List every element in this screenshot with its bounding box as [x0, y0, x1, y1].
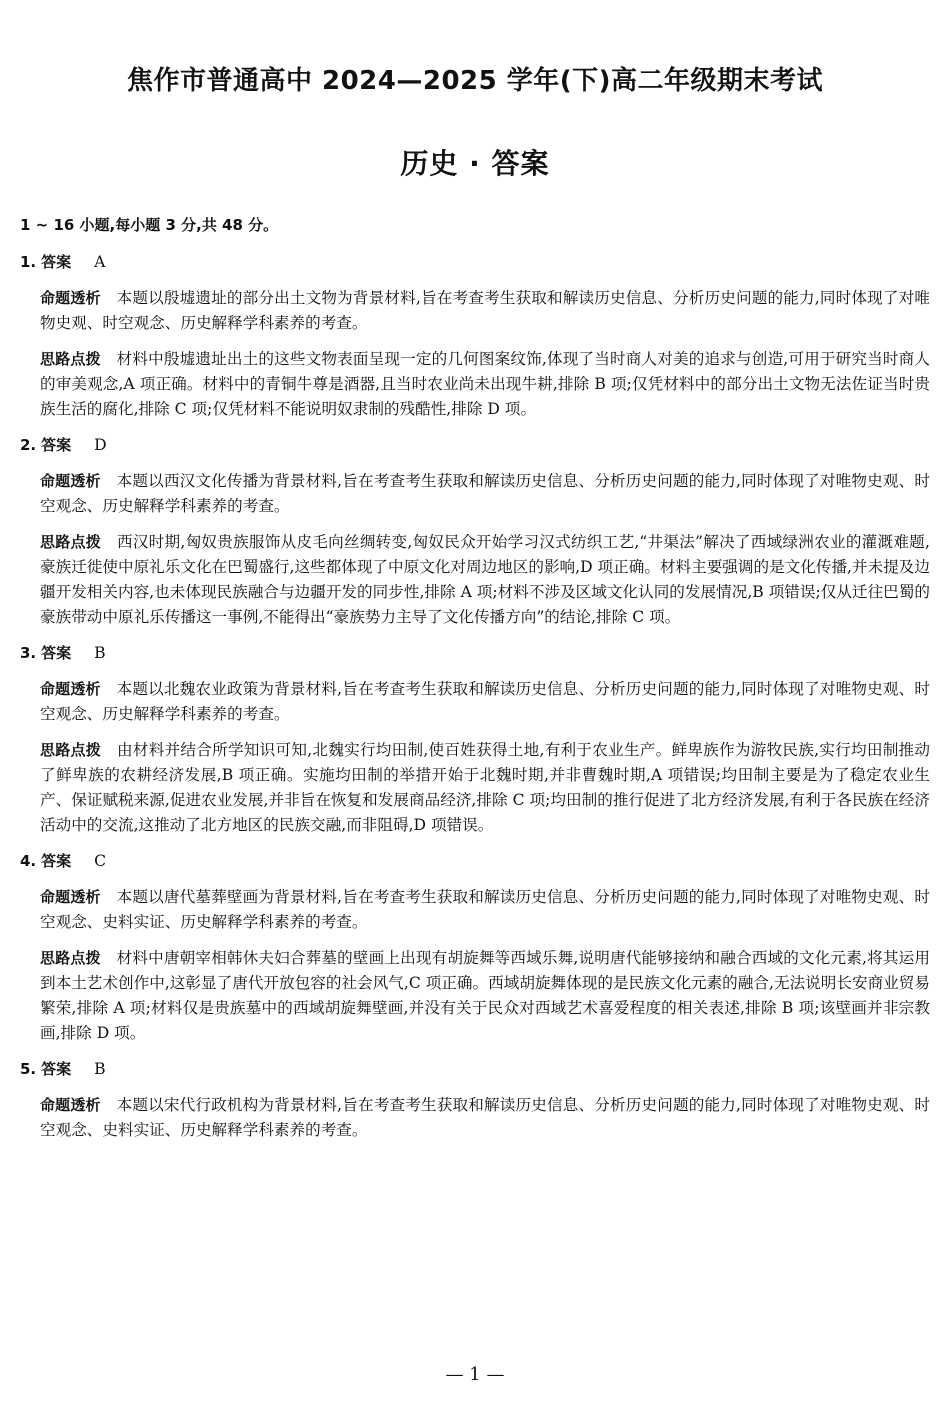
analysis-label: 命题透析 — [40, 289, 101, 307]
question-5 — [20, 1057, 930, 1143]
question-3 — [20, 641, 930, 838]
answer-line — [20, 250, 930, 275]
analysis-text: 本题以西汉文化传播为背景材料,旨在考查考生获取和解读历史信息、分析历史问题的能力,同时体现了对唯物史观、时空观念、历史解释学科素养的考查。 — [40, 472, 930, 515]
analysis-label: 命题透析 — [40, 472, 101, 490]
hint-label: 思路点拨 — [40, 741, 102, 759]
question-2 — [20, 433, 930, 630]
page-number: — 1 — — [445, 1364, 505, 1385]
answer-letter: B — [94, 1060, 106, 1078]
analysis-text: 本题以殷墟遗址的部分出土文物为背景材料,旨在考查考生获取和解读历史信息、分析历史问题的能力,同时体现了对唯物史观、时空观念、历史解释学科素养的考查。 — [40, 289, 930, 332]
hint-label: 思路点拨 — [40, 533, 101, 551]
hint-paragraph — [20, 347, 930, 422]
hint-label: 思路点拨 — [40, 949, 101, 967]
answer-letter: A — [94, 253, 106, 271]
analysis-paragraph — [20, 677, 930, 727]
hint-paragraph — [20, 530, 930, 630]
scoring-intro: 1 ~ 16 小题,每小题 3 分,共 48 分。 — [20, 216, 279, 234]
page-title: 焦作市普通高中 2024—2025 学年(下)高二年级期末考试 — [126, 66, 824, 96]
hint-text: 西汉时期,匈奴贵族服饰从皮毛向丝绸转变,匈奴民众开始学习汉式纺织工艺,“井渠法”解决了西域绿洲农业的灌溉难题,豪族迁徙使中原礼乐文化在巴蜀盛行,这些都体现了中原文化对周边地区的影响,D 项正确。材料主要强调的是文化传播,并未提及边疆开发相关内容,也未体现民族融合与边疆开发的同步性,排除 A 项;材料不涉及区域文化认同的发展情况,B 项错误;仅从迁往巴蜀的豪族带动中原礼乐传播这一事例,不能得出“豪族势力主导了文化传播方向”的结论,排除 C 项。 — [40, 533, 930, 626]
hint-text: 由材料并结合所学知识可知,北魏实行均田制,使百姓获得土地,有利于农业生产。鲜卑族作为游牧民族,实行均田制推动了鲜卑族的农耕经济发展,B 项正确。实施均田制的举措开始于北魏时期,并非曹魏时期,A 项错误;均田制主要是为了稳定农业生产、保证赋税来源,促进农业发展,并非旨在恢复和发展商品经济,排除 C 项;均田制的推行促进了北方经济发展,有利于各民族在经济活动中的交流,这推动了北方地区的民族交融,而非阻碍,D 项错误。 — [40, 741, 931, 834]
page-subtitle: 历史 · 答案 — [400, 147, 550, 180]
hint-label: 思路点拨 — [40, 350, 101, 368]
analysis-paragraph — [20, 469, 930, 519]
analysis-paragraph — [20, 286, 930, 336]
question-number: 5. — [20, 1060, 37, 1078]
question-number: 4. — [20, 852, 37, 870]
hint-paragraph — [20, 946, 930, 1046]
answer-label: 答案 — [41, 644, 72, 662]
answer-letter: B — [94, 644, 106, 662]
answer-letter: D — [94, 436, 107, 454]
answer-line — [20, 433, 930, 458]
answer-label: 答案 — [41, 1060, 72, 1078]
analysis-label: 命题透析 — [40, 1096, 101, 1114]
hint-paragraph — [20, 738, 930, 838]
answer-letter: C — [94, 852, 107, 870]
answer-content — [20, 213, 930, 1154]
analysis-paragraph — [20, 885, 930, 935]
question-number: 2. — [20, 436, 37, 454]
analysis-text: 本题以北魏农业政策为背景材料,旨在考查考生获取和解读历史信息、分析历史问题的能力,同时体现了对唯物史观、时空观念、历史解释学科素养的考查。 — [40, 680, 930, 723]
analysis-label: 命题透析 — [40, 680, 101, 698]
answer-line — [20, 1057, 930, 1082]
answer-label: 答案 — [41, 436, 72, 454]
answer-line — [20, 641, 930, 666]
question-1 — [20, 250, 930, 422]
analysis-text: 本题以唐代墓葬壁画为背景材料,旨在考查考生获取和解读历史信息、分析历史问题的能力,同时体现了对唯物史观、时空观念、史料实证、历史解释学科素养的考查。 — [40, 888, 930, 931]
answer-line — [20, 849, 930, 874]
question-number: 1. — [20, 253, 37, 271]
analysis-label: 命题透析 — [40, 888, 101, 906]
question-4 — [20, 849, 930, 1046]
answer-label: 答案 — [41, 253, 72, 271]
question-number: 3. — [20, 644, 37, 662]
hint-text: 材料中殷墟遗址出土的这些文物表面呈现一定的几何图案纹饰,体现了当时商人对美的追求与创造,可用于研究当时商人的审美观念,A 项正确。材料中的青铜牛尊是酒器,且当时农业尚未出现牛耕,排除 B 项;仅凭材料中的部分出土文物无法佐证当时贵族生活的腐化,排除 C 项;仅凭材料不能说明奴隶制的残酷性,排除 D 项。 — [40, 350, 930, 418]
analysis-paragraph — [20, 1093, 930, 1143]
analysis-text: 本题以宋代行政机构为背景材料,旨在考查考生获取和解读历史信息、分析历史问题的能力,同时体现了对唯物史观、时空观念、史料实证、历史解释学科素养的考查。 — [40, 1096, 930, 1139]
answer-label: 答案 — [41, 852, 72, 870]
hint-text: 材料中唐朝宰相韩休夫妇合葬墓的壁画上出现有胡旋舞等西域乐舞,说明唐代能够接纳和融合西域的文化元素,将其运用到本土艺术创作中,这彰显了唐代开放包容的社会风气,C 项正确。西域胡旋舞体现的是民族文化元素的融合,无法说明长安商业贸易繁荣,排除 A 项;材料仅是贵族墓中的西域胡旋舞壁画,并没有关于民众对西域艺术喜爱程度的相关表述,排除 B 项;该壁画并非宗教画,排除 D 项。 — [40, 949, 930, 1042]
